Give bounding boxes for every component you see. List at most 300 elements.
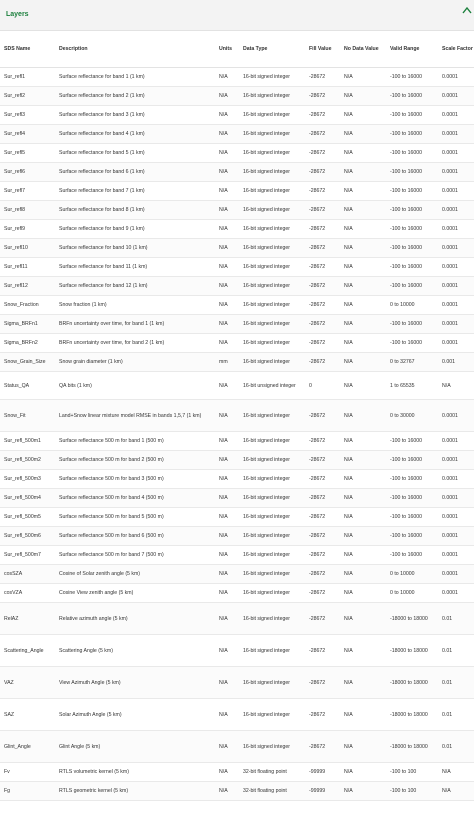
cell-units: N/A xyxy=(215,565,239,584)
cell-desc: Solar Azimuth Angle (5 km) xyxy=(55,699,215,731)
cell-units: N/A xyxy=(215,527,239,546)
table-row xyxy=(0,315,474,334)
cell-nodata: N/A xyxy=(340,372,386,400)
cell-units: N/A xyxy=(215,144,239,163)
cell-desc: Relative azimuth angle (5 km) xyxy=(55,603,215,635)
cell-range: 0 to 30000 xyxy=(386,400,438,432)
cell-desc: Surface reflectance for band 6 (1 km) xyxy=(55,163,215,182)
cell-nodata: N/A xyxy=(340,546,386,565)
cell-nodata: N/A xyxy=(340,296,386,315)
cell-fill: -99999 xyxy=(305,763,340,782)
cell-dtype: 16-bit signed integer xyxy=(239,87,305,106)
cell-dtype: 16-bit signed integer xyxy=(239,277,305,296)
cell-fill: -28672 xyxy=(305,731,340,763)
table-row xyxy=(0,87,474,106)
cell-scale: 0.0001 xyxy=(438,584,474,603)
table-row xyxy=(0,603,474,635)
cell-range: -100 to 16000 xyxy=(386,239,438,258)
cell-units: N/A xyxy=(215,163,239,182)
table-row xyxy=(0,144,474,163)
cell-nodata: N/A xyxy=(340,201,386,220)
cell-scale: 0.01 xyxy=(438,667,474,699)
cell-fill: -28672 xyxy=(305,144,340,163)
cell-nodata: N/A xyxy=(340,334,386,353)
cell-fill: -28672 xyxy=(305,584,340,603)
cell-desc: Surface reflectance for band 3 (1 km) xyxy=(55,106,215,125)
cell-scale: 0.01 xyxy=(438,699,474,731)
cell-units: N/A xyxy=(215,334,239,353)
cell-desc: Cosine View zenith angle (5 km) xyxy=(55,584,215,603)
cell-dtype: 16-bit signed integer xyxy=(239,584,305,603)
cell-range: 0 to 10000 xyxy=(386,565,438,584)
table-row xyxy=(0,470,474,489)
cell-fill: -28672 xyxy=(305,296,340,315)
cell-dtype: 16-bit signed integer xyxy=(239,546,305,565)
cell-scale: 0.0001 xyxy=(438,546,474,565)
cell-range: 0 to 32767 xyxy=(386,353,438,372)
column-header-dtype: Data Type xyxy=(239,31,305,68)
cell-dtype: 16-bit signed integer xyxy=(239,163,305,182)
cell-nodata: N/A xyxy=(340,603,386,635)
cell-scale: 0.0001 xyxy=(438,125,474,144)
cell-units: N/A xyxy=(215,68,239,87)
cell-scale: 0.0001 xyxy=(438,296,474,315)
cell-desc: Snow grain diameter (1 km) xyxy=(55,353,215,372)
cell-name: Snow_Grain_Size xyxy=(0,353,55,372)
cell-range: -100 to 16000 xyxy=(386,546,438,565)
cell-units: N/A xyxy=(215,239,239,258)
table-row xyxy=(0,125,474,144)
cell-name: Sur_refl11 xyxy=(0,258,55,277)
cell-scale: 0.0001 xyxy=(438,201,474,220)
cell-units: N/A xyxy=(215,584,239,603)
cell-fill: -28672 xyxy=(305,353,340,372)
cell-units: N/A xyxy=(215,258,239,277)
table-row xyxy=(0,201,474,220)
table-row xyxy=(0,258,474,277)
cell-nodata: N/A xyxy=(340,584,386,603)
cell-nodata: N/A xyxy=(340,315,386,334)
cell-fill: -28672 xyxy=(305,239,340,258)
cell-units: N/A xyxy=(215,201,239,220)
column-header-range: Valid Range xyxy=(386,31,438,68)
cell-scale: 0.0001 xyxy=(438,334,474,353)
cell-desc: Surface reflectance for band 4 (1 km) xyxy=(55,125,215,144)
cell-nodata: N/A xyxy=(340,763,386,782)
cell-dtype: 16-bit signed integer xyxy=(239,353,305,372)
cell-range: 0 to 10000 xyxy=(386,296,438,315)
cell-dtype: 16-bit signed integer xyxy=(239,432,305,451)
cell-range: -100 to 16000 xyxy=(386,220,438,239)
cell-name: SAZ xyxy=(0,699,55,731)
cell-fill: -28672 xyxy=(305,68,340,87)
cell-range: 1 to 65535 xyxy=(386,372,438,400)
cell-name: Snow_Fit xyxy=(0,400,55,432)
cell-desc: Land+Snow linear mixture model RMSE in bands 1,5,7 (1 km) xyxy=(55,400,215,432)
cell-scale: 0.0001 xyxy=(438,400,474,432)
cell-units: N/A xyxy=(215,125,239,144)
cell-scale: 0.0001 xyxy=(438,315,474,334)
cell-dtype: 16-bit signed integer xyxy=(239,489,305,508)
cell-dtype: 16-bit signed integer xyxy=(239,144,305,163)
cell-fill: -28672 xyxy=(305,277,340,296)
cell-range: -100 to 16000 xyxy=(386,432,438,451)
cell-name: Scattering_Angle xyxy=(0,635,55,667)
cell-name: Sur_refl_500m2 xyxy=(0,451,55,470)
cell-scale: 0.0001 xyxy=(438,144,474,163)
cell-fill: -28672 xyxy=(305,527,340,546)
cell-scale: 0.0001 xyxy=(438,106,474,125)
cell-dtype: 16-bit signed integer xyxy=(239,258,305,277)
cell-name: Sur_refl6 xyxy=(0,163,55,182)
cell-dtype: 32-bit floating point xyxy=(239,763,305,782)
cell-dtype: 16-bit signed integer xyxy=(239,201,305,220)
cell-nodata: N/A xyxy=(340,432,386,451)
table-row xyxy=(0,635,474,667)
cell-units: N/A xyxy=(215,372,239,400)
cell-desc: BRFn uncertainty over time, for band 1 (1 km) xyxy=(55,315,215,334)
cell-nodata: N/A xyxy=(340,258,386,277)
cell-units: N/A xyxy=(215,400,239,432)
cell-dtype: 16-bit signed integer xyxy=(239,667,305,699)
table-row xyxy=(0,782,474,801)
cell-dtype: 16-bit signed integer xyxy=(239,470,305,489)
cell-dtype: 16-bit signed integer xyxy=(239,603,305,635)
cell-fill: -28672 xyxy=(305,400,340,432)
cell-name: Sur_refl10 xyxy=(0,239,55,258)
cell-desc: RTLS geometric kernel (5 km) xyxy=(55,782,215,801)
cell-fill: -28672 xyxy=(305,220,340,239)
cell-units: N/A xyxy=(215,763,239,782)
cell-desc: Surface reflectance for band 1 (1 km) xyxy=(55,68,215,87)
cell-units: N/A xyxy=(215,296,239,315)
cell-scale: 0.0001 xyxy=(438,470,474,489)
cell-range: -100 to 16000 xyxy=(386,489,438,508)
column-header-name: SDS Name xyxy=(0,31,55,68)
cell-dtype: 16-bit signed integer xyxy=(239,527,305,546)
layers-table xyxy=(0,31,474,801)
cell-fill: -28672 xyxy=(305,635,340,667)
column-header-scale: Scale Factor xyxy=(438,31,474,68)
layers-section-header[interactable] xyxy=(0,0,474,31)
cell-range: -100 to 16000 xyxy=(386,508,438,527)
table-row xyxy=(0,527,474,546)
cell-dtype: 16-bit unsigned integer xyxy=(239,372,305,400)
cell-name: Sur_refl_500m1 xyxy=(0,432,55,451)
cell-nodata: N/A xyxy=(340,731,386,763)
cell-name: Sur_refl7 xyxy=(0,182,55,201)
cell-fill: -28672 xyxy=(305,432,340,451)
cell-name: Sigma_BRFn1 xyxy=(0,315,55,334)
cell-fill: -28672 xyxy=(305,699,340,731)
cell-desc: Surface reflectance for band 2 (1 km) xyxy=(55,87,215,106)
cell-name: Sur_refl_500m3 xyxy=(0,470,55,489)
column-header-fill: Fill Value xyxy=(305,31,340,68)
cell-range: -18000 to 18000 xyxy=(386,731,438,763)
cell-desc: Surface reflectance 500 m for band 6 (500 m) xyxy=(55,527,215,546)
table-row xyxy=(0,763,474,782)
cell-desc: Glint Angle (5 km) xyxy=(55,731,215,763)
section-title: Layers xyxy=(6,11,29,18)
cell-fill: -28672 xyxy=(305,508,340,527)
table-row xyxy=(0,220,474,239)
cell-scale: 0.0001 xyxy=(438,220,474,239)
cell-dtype: 32-bit floating point xyxy=(239,782,305,801)
cell-units: N/A xyxy=(215,546,239,565)
cell-range: -18000 to 18000 xyxy=(386,699,438,731)
cell-nodata: N/A xyxy=(340,182,386,201)
cell-desc: Surface reflectance for band 8 (1 km) xyxy=(55,201,215,220)
table-row xyxy=(0,106,474,125)
cell-name: Fv xyxy=(0,763,55,782)
cell-fill: -28672 xyxy=(305,546,340,565)
cell-range: -100 to 100 xyxy=(386,763,438,782)
cell-scale: 0.001 xyxy=(438,353,474,372)
cell-nodata: N/A xyxy=(340,277,386,296)
table-row xyxy=(0,731,474,763)
cell-scale: 0.0001 xyxy=(438,565,474,584)
cell-desc: Snow fraction (1 km) xyxy=(55,296,215,315)
cell-name: Sigma_BRFn2 xyxy=(0,334,55,353)
table-header-row xyxy=(0,31,474,68)
cell-fill: -28672 xyxy=(305,489,340,508)
cell-dtype: 16-bit signed integer xyxy=(239,182,305,201)
cell-scale: 0.0001 xyxy=(438,163,474,182)
cell-units: N/A xyxy=(215,277,239,296)
cell-fill: 0 xyxy=(305,372,340,400)
cell-nodata: N/A xyxy=(340,451,386,470)
cell-range: -100 to 16000 xyxy=(386,527,438,546)
column-header-nodata: No Data Value xyxy=(340,31,386,68)
cell-units: N/A xyxy=(215,432,239,451)
chevron-up-icon[interactable] xyxy=(462,6,472,14)
cell-units: N/A xyxy=(215,87,239,106)
cell-units: N/A xyxy=(215,106,239,125)
cell-name: Sur_refl4 xyxy=(0,125,55,144)
cell-desc: View Azimuth Angle (5 km) xyxy=(55,667,215,699)
cell-range: -100 to 16000 xyxy=(386,182,438,201)
cell-dtype: 16-bit signed integer xyxy=(239,315,305,334)
cell-dtype: 16-bit signed integer xyxy=(239,400,305,432)
cell-scale: 0.01 xyxy=(438,731,474,763)
cell-desc: Cosine of Solar zenith angle (5 km) xyxy=(55,565,215,584)
table-row xyxy=(0,163,474,182)
cell-scale: 0.0001 xyxy=(438,239,474,258)
table-row xyxy=(0,565,474,584)
cell-nodata: N/A xyxy=(340,489,386,508)
cell-nodata: N/A xyxy=(340,239,386,258)
table-row xyxy=(0,432,474,451)
cell-name: Sur_refl1 xyxy=(0,68,55,87)
table-body xyxy=(0,68,474,801)
cell-dtype: 16-bit signed integer xyxy=(239,239,305,258)
cell-fill: -28672 xyxy=(305,470,340,489)
cell-scale: 0.0001 xyxy=(438,87,474,106)
cell-nodata: N/A xyxy=(340,508,386,527)
cell-name: cosSZA xyxy=(0,565,55,584)
cell-nodata: N/A xyxy=(340,125,386,144)
table-row xyxy=(0,68,474,87)
cell-fill: -28672 xyxy=(305,603,340,635)
cell-fill: -28672 xyxy=(305,125,340,144)
cell-name: Sur_refl9 xyxy=(0,220,55,239)
cell-desc: Surface reflectance 500 m for band 5 (500 m) xyxy=(55,508,215,527)
cell-dtype: 16-bit signed integer xyxy=(239,106,305,125)
cell-nodata: N/A xyxy=(340,667,386,699)
cell-desc: Surface reflectance for band 7 (1 km) xyxy=(55,182,215,201)
cell-nodata: N/A xyxy=(340,400,386,432)
cell-fill: -28672 xyxy=(305,201,340,220)
table-row xyxy=(0,182,474,201)
cell-nodata: N/A xyxy=(340,699,386,731)
cell-range: -18000 to 18000 xyxy=(386,603,438,635)
cell-scale: N/A xyxy=(438,763,474,782)
cell-dtype: 16-bit signed integer xyxy=(239,125,305,144)
cell-name: Sur_refl_500m6 xyxy=(0,527,55,546)
cell-range: -100 to 16000 xyxy=(386,315,438,334)
cell-range: -18000 to 18000 xyxy=(386,635,438,667)
cell-nodata: N/A xyxy=(340,106,386,125)
cell-range: -100 to 16000 xyxy=(386,470,438,489)
cell-range: -100 to 16000 xyxy=(386,106,438,125)
cell-units: N/A xyxy=(215,489,239,508)
cell-desc: Surface reflectance 500 m for band 2 (500 m) xyxy=(55,451,215,470)
table-row xyxy=(0,508,474,527)
cell-range: -100 to 16000 xyxy=(386,163,438,182)
table-row xyxy=(0,334,474,353)
cell-name: VAZ xyxy=(0,667,55,699)
cell-nodata: N/A xyxy=(340,782,386,801)
cell-name: Sur_refl3 xyxy=(0,106,55,125)
table-row xyxy=(0,239,474,258)
cell-scale: 0.0001 xyxy=(438,527,474,546)
cell-scale: 0.0001 xyxy=(438,432,474,451)
cell-units: N/A xyxy=(215,508,239,527)
column-header-units: Units xyxy=(215,31,239,68)
cell-units: N/A xyxy=(215,315,239,334)
cell-name: Sur_refl5 xyxy=(0,144,55,163)
table-row xyxy=(0,400,474,432)
cell-range: -100 to 16000 xyxy=(386,277,438,296)
cell-range: -100 to 16000 xyxy=(386,68,438,87)
cell-range: -18000 to 18000 xyxy=(386,667,438,699)
cell-scale: 0.0001 xyxy=(438,182,474,201)
table-row xyxy=(0,489,474,508)
cell-nodata: N/A xyxy=(340,220,386,239)
cell-desc: RTLS volumetric kernel (5 km) xyxy=(55,763,215,782)
cell-range: -100 to 100 xyxy=(386,782,438,801)
cell-name: Fg xyxy=(0,782,55,801)
cell-nodata: N/A xyxy=(340,87,386,106)
cell-units: mm xyxy=(215,353,239,372)
column-header-desc: Description xyxy=(55,31,215,68)
cell-desc: Surface reflectance for band 11 (1 km) xyxy=(55,258,215,277)
cell-desc: Surface reflectance 500 m for band 1 (500 m) xyxy=(55,432,215,451)
cell-name: cosVZA xyxy=(0,584,55,603)
cell-dtype: 16-bit signed integer xyxy=(239,296,305,315)
cell-range: -100 to 16000 xyxy=(386,201,438,220)
cell-dtype: 16-bit signed integer xyxy=(239,508,305,527)
cell-units: N/A xyxy=(215,182,239,201)
cell-name: RelAZ xyxy=(0,603,55,635)
cell-nodata: N/A xyxy=(340,527,386,546)
cell-name: Snow_Fraction xyxy=(0,296,55,315)
cell-units: N/A xyxy=(215,451,239,470)
cell-scale: 0.0001 xyxy=(438,451,474,470)
cell-name: Status_QA xyxy=(0,372,55,400)
cell-name: Sur_refl_500m4 xyxy=(0,489,55,508)
cell-units: N/A xyxy=(215,731,239,763)
cell-fill: -99999 xyxy=(305,782,340,801)
cell-fill: -28672 xyxy=(305,87,340,106)
cell-units: N/A xyxy=(215,667,239,699)
cell-fill: -28672 xyxy=(305,667,340,699)
cell-scale: 0.01 xyxy=(438,603,474,635)
cell-name: Sur_refl_500m5 xyxy=(0,508,55,527)
cell-nodata: N/A xyxy=(340,144,386,163)
cell-desc: Surface reflectance 500 m for band 7 (500 m) xyxy=(55,546,215,565)
cell-fill: -28672 xyxy=(305,334,340,353)
cell-nodata: N/A xyxy=(340,163,386,182)
cell-scale: 0.0001 xyxy=(438,277,474,296)
cell-desc: Surface reflectance for band 5 (1 km) xyxy=(55,144,215,163)
table-row xyxy=(0,584,474,603)
cell-name: Sur_refl_500m7 xyxy=(0,546,55,565)
cell-dtype: 16-bit signed integer xyxy=(239,68,305,87)
table-row xyxy=(0,296,474,315)
cell-dtype: 16-bit signed integer xyxy=(239,451,305,470)
cell-dtype: 16-bit signed integer xyxy=(239,635,305,667)
table-row xyxy=(0,451,474,470)
cell-units: N/A xyxy=(215,603,239,635)
cell-dtype: 16-bit signed integer xyxy=(239,699,305,731)
cell-fill: -28672 xyxy=(305,182,340,201)
cell-units: N/A xyxy=(215,635,239,667)
cell-range: -100 to 16000 xyxy=(386,144,438,163)
cell-scale: N/A xyxy=(438,782,474,801)
cell-desc: Surface reflectance for band 10 (1 km) xyxy=(55,239,215,258)
table-row xyxy=(0,546,474,565)
cell-desc: Surface reflectance for band 9 (1 km) xyxy=(55,220,215,239)
cell-fill: -28672 xyxy=(305,258,340,277)
cell-scale: 0.0001 xyxy=(438,508,474,527)
cell-fill: -28672 xyxy=(305,106,340,125)
cell-units: N/A xyxy=(215,699,239,731)
cell-desc: Scattering Angle (5 km) xyxy=(55,635,215,667)
cell-scale: 0.0001 xyxy=(438,68,474,87)
cell-scale: 0.01 xyxy=(438,635,474,667)
table-row xyxy=(0,699,474,731)
table-row xyxy=(0,277,474,296)
table-row xyxy=(0,667,474,699)
cell-desc: Surface reflectance 500 m for band 3 (500 m) xyxy=(55,470,215,489)
cell-fill: -28672 xyxy=(305,451,340,470)
cell-desc: Surface reflectance for band 12 (1 km) xyxy=(55,277,215,296)
cell-range: -100 to 16000 xyxy=(386,334,438,353)
cell-scale: N/A xyxy=(438,372,474,400)
cell-name: Sur_refl12 xyxy=(0,277,55,296)
cell-name: Sur_refl8 xyxy=(0,201,55,220)
cell-nodata: N/A xyxy=(340,565,386,584)
cell-desc: BRFn uncertainty over time, for band 2 (1 km) xyxy=(55,334,215,353)
cell-fill: -28672 xyxy=(305,315,340,334)
cell-scale: 0.0001 xyxy=(438,489,474,508)
cell-name: Glint_Angle xyxy=(0,731,55,763)
table-row xyxy=(0,353,474,372)
cell-nodata: N/A xyxy=(340,470,386,489)
cell-nodata: N/A xyxy=(340,635,386,667)
cell-desc: QA bits (1 km) xyxy=(55,372,215,400)
